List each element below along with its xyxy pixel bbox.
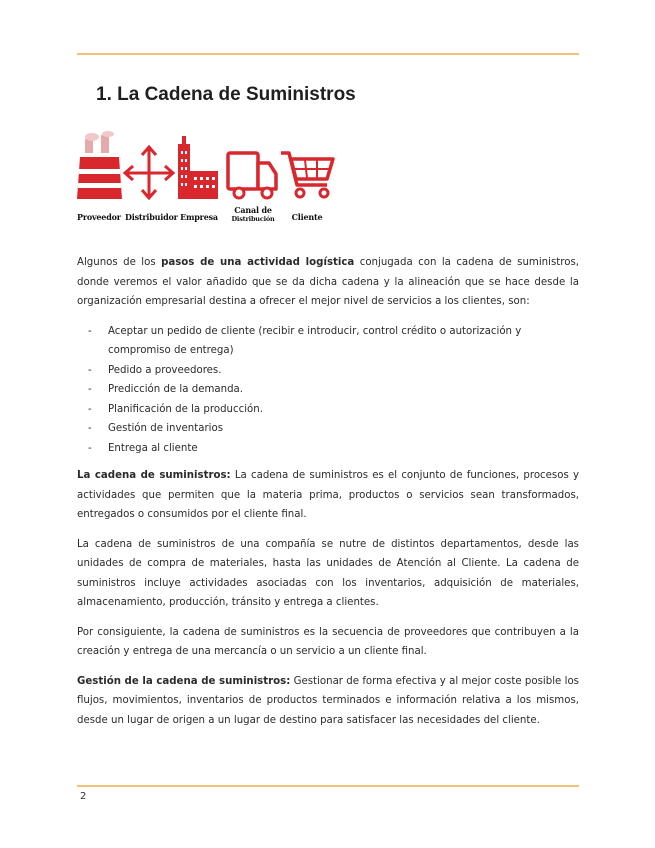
- list-item-text: Aceptar un pedido de cliente (recibir e introducir, control crédito o autorización y compromiso de entrega): [108, 325, 522, 356]
- list-dash: -: [88, 442, 92, 454]
- cart-icon: [281, 153, 333, 197]
- label-cliente: Cliente: [291, 212, 323, 222]
- label-proveedor: Proveedor: [77, 212, 121, 222]
- list-dash: -: [88, 384, 92, 395]
- list-item-text: Planificación de la producción.: [108, 403, 263, 415]
- p5-bold: Gestión de la cadena de suministros:: [77, 675, 291, 687]
- truck-icon: [228, 153, 276, 198]
- supply-chain-graphic: [77, 131, 339, 231]
- sequence-paragraph: Por consiguiente, la cadena de suministros es la secuencia de proveedores que contribuyen a la creación y entrega de una mercancía o un servicio a un cliente final.: [77, 626, 579, 657]
- list-item-text: Predicción de la demanda.: [108, 384, 244, 395]
- list-dash: -: [88, 403, 92, 415]
- list-dash: -: [88, 364, 92, 376]
- list-item-text: Gestión de inventarios: [108, 423, 224, 434]
- list-dash: -: [88, 325, 92, 337]
- p1-bold: pasos de una actividad logística: [161, 257, 355, 268]
- p2-bold: La cadena de suministros:: [77, 470, 231, 481]
- page-title: 1. La Cadena de Suministros: [96, 84, 356, 105]
- list-item: [77, 439, 579, 459]
- label-canal-distribucion: [228, 206, 278, 224]
- list-item-text: Pedido a proveedores.: [108, 364, 222, 376]
- p2-post: La cadena de suministros es el conjunto de funciones, procesos y actividades que permiten que la materia prima, productos o servicios sean transformados, entregados o consumidos por el cliente final.: [77, 470, 580, 520]
- intro-paragraph: [77, 253, 579, 312]
- buildings-icon: [178, 136, 218, 199]
- body-content: [77, 253, 579, 740]
- label-canal-line1: Canal de: [234, 205, 272, 215]
- footer-rule: [77, 785, 579, 787]
- label-empresa: Empresa: [180, 212, 218, 222]
- factory-icon: [77, 131, 122, 199]
- list-item: [77, 361, 579, 381]
- definition-paragraph: [77, 466, 579, 525]
- page-number: 2: [80, 791, 87, 802]
- label-canal-line2: Distribución: [231, 215, 275, 223]
- p1-pre: Algunos de los: [77, 257, 162, 268]
- steps-list: [77, 322, 579, 459]
- list-item: [77, 400, 579, 420]
- list-dash: -: [88, 423, 92, 434]
- p5-post: Gestionar de forma efectiva y al mejor coste posible los flujos, movimientos, inventarios de productos terminados e información relativa a los mismos, desde un lugar de origen a un lugar de destino para satisfacer las necesidades del cliente.: [77, 675, 579, 726]
- list-item: [77, 322, 579, 361]
- management-paragraph: [77, 672, 579, 731]
- label-distribuidor: Distribuidor: [125, 212, 178, 222]
- list-item: [77, 380, 579, 400]
- list-item: [77, 419, 579, 439]
- list-item-text: Entrega al cliente: [108, 442, 198, 454]
- departments-paragraph: La cadena de suministros de una compañía se nutre de distintos departamentos, desde las unidades de compra de materiales, hasta las unidades de Atención al Cliente. La cadena de suministros incluye actividades asociadas con los inventarios, adquisición de materiales, almacenamiento, producción, tránsito y entrega a clientes.: [77, 538, 579, 608]
- supply-chain-icons: [77, 131, 339, 206]
- p1-post: conjugada con la cadena de suministros, donde veremos el valor añadido que se da dicha cadena y la alineación que se hace desde la organización empresarial destina a ofrecer el mejor nivel de servicios a los clientes, son:: [77, 257, 580, 307]
- header-rule: [77, 53, 579, 55]
- arrows-icon: [125, 147, 173, 198]
